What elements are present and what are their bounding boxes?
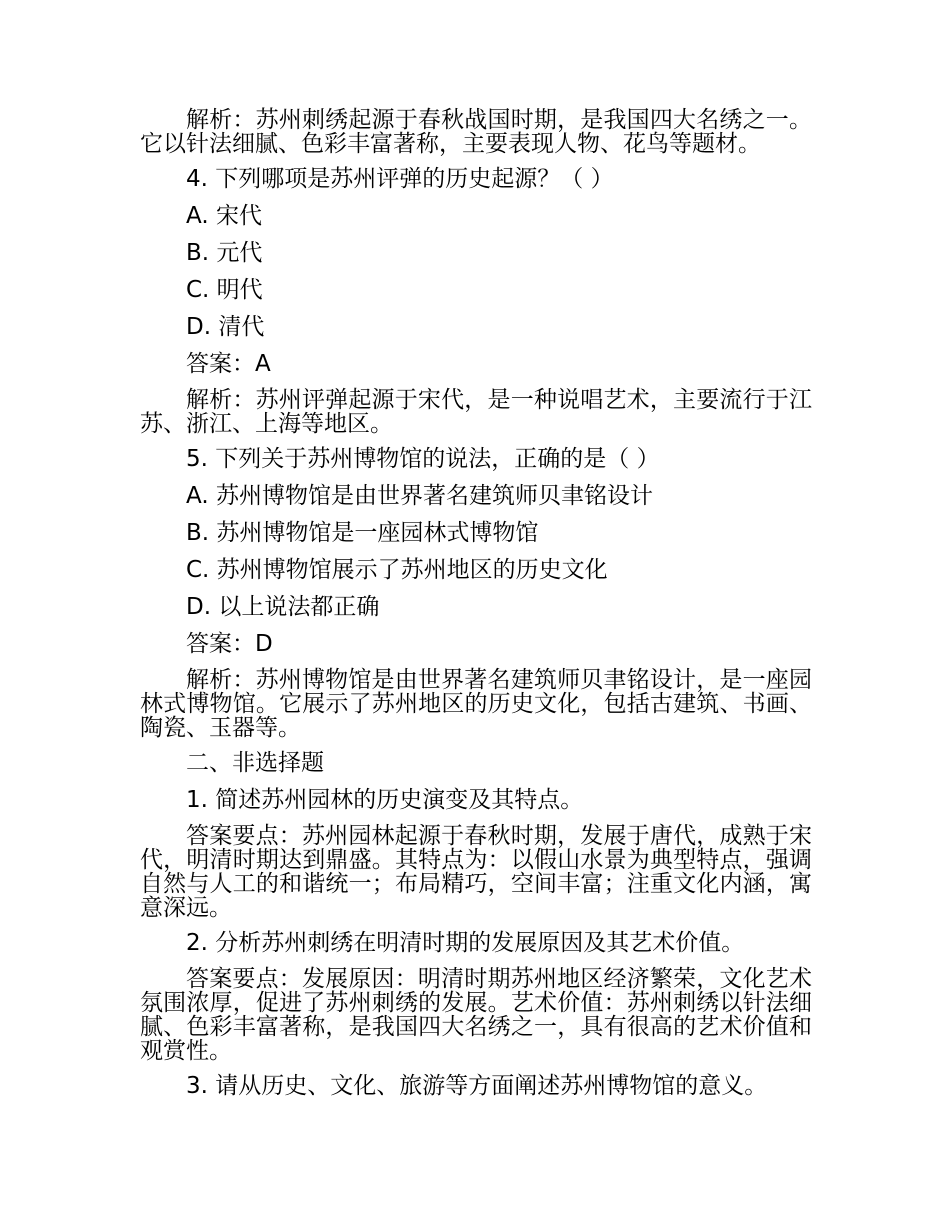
s2-q2-answer: 答案要点：发展原因：明清时期苏州地区经济繁荣，文化艺术氛围浓厚，促进了苏州刺绣的发展。艺术价值：苏州刺绣以针法细腻、色彩丰富著称，是我国四大名绣之一，具有很高的艺术价值和观赏性。 xyxy=(140,966,812,1064)
q3-explanation: 解析：苏州刺绣起源于春秋战国时期，是我国四大名绣之一。它以针法细腻、色彩丰富著称，主要表现人物、花鸟等题材。 xyxy=(140,107,812,157)
q5-explanation: 解析：苏州博物馆是由世界著名建筑师贝聿铭设计，是一座园林式博物馆。它展示了苏州地区的历史文化，包括古建筑、书画、陶瓷、玉器等。 xyxy=(140,667,812,741)
q4-option-a: A. 宋代 xyxy=(186,203,262,229)
q4-explanation: 解析：苏州评弹起源于宋代，是一种说唱艺术，主要流行于江苏、浙江、上海等地区。 xyxy=(140,387,812,437)
document-page xyxy=(140,103,812,1105)
q4-question: 4. 下列哪项是苏州评弹的历史起源？（ ） xyxy=(186,166,614,192)
q5-option-b: B. 苏州博物馆是一座园林式博物馆 xyxy=(186,520,539,546)
q4-answer: 答案：A xyxy=(186,351,271,377)
q5-answer: 答案：D xyxy=(186,631,273,657)
s2-q2-question: 2. 分析苏州刺绣在明清时期的发展原因及其艺术价值。 xyxy=(186,930,745,956)
section2-title: 二、非选择题 xyxy=(186,750,324,776)
s2-q1-answer: 答案要点：苏州园林起源于春秋时期，发展于唐代，成熟于宋代，明清时期达到鼎盛。其特点为：以假山水景为典型特点，强调自然与人工的和谐统一；布局精巧，空间丰富；注重文化内涵，寓意深远。 xyxy=(140,823,812,921)
q5-option-a: A. 苏州博物馆是由世界著名建筑师贝聿铭设计 xyxy=(186,483,653,509)
q4-option-c: C. 明代 xyxy=(186,277,263,303)
q5-option-c: C. 苏州博物馆展示了苏州地区的历史文化 xyxy=(186,557,608,583)
s2-q1-question: 1. 简述苏州园林的历史演变及其特点。 xyxy=(186,787,584,813)
q4-option-b: B. 元代 xyxy=(186,240,263,266)
s2-q3-question: 3. 请从历史、文化、旅游等方面阐述苏州博物馆的意义。 xyxy=(186,1073,768,1099)
q5-question: 5. 下列关于苏州博物馆的说法，正确的是（ ） xyxy=(186,446,660,472)
q4-option-d: D. 清代 xyxy=(186,314,265,340)
q5-option-d: D. 以上说法都正确 xyxy=(186,594,380,620)
